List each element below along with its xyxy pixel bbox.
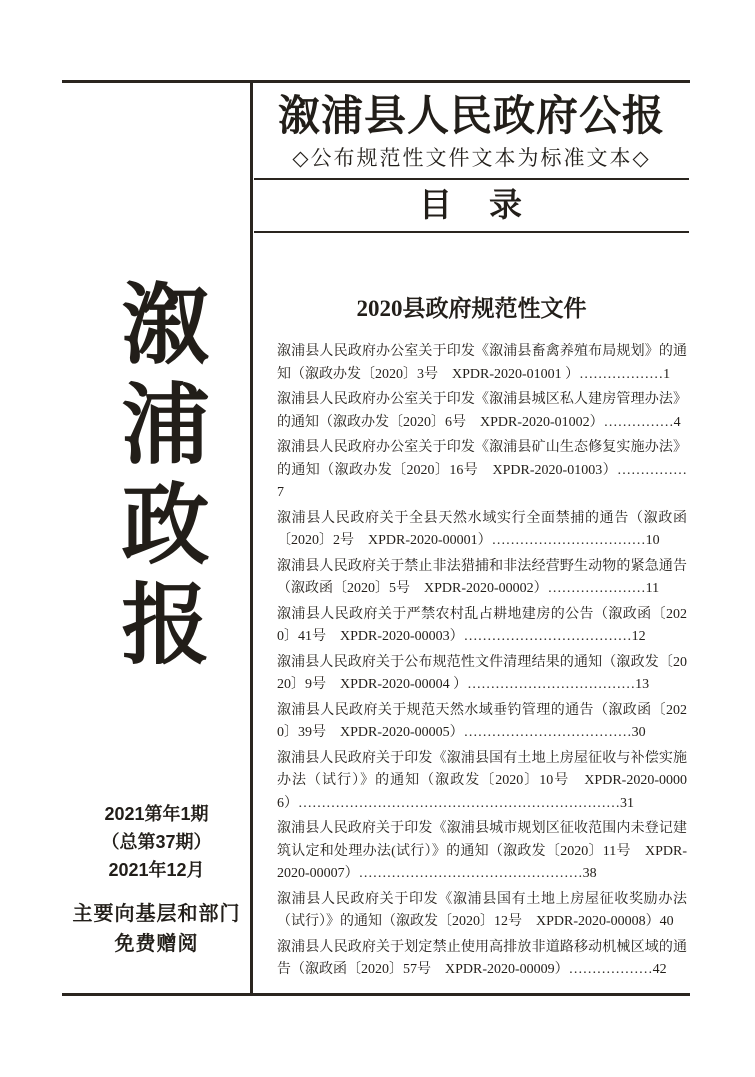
masthead-vertical-title: 溆浦政报 (108, 278, 206, 678)
toc-entry (277, 389, 687, 434)
toc-entry-dot-leader: …………… (603, 414, 674, 430)
sidebar (62, 278, 251, 698)
toc-entry-text: 溆浦县人民政府关于规范天然水域垂钓管理的通告（溆政函〔2020〕39号 XPDR-2020-00005） (277, 702, 687, 740)
toc-entry (277, 937, 687, 982)
toc-entry (277, 652, 687, 697)
toc-title-rule (254, 231, 689, 233)
toc-entry-page: 1 (663, 366, 671, 382)
toc-entry (277, 556, 687, 601)
toc-entry-dot-leader: …………… (617, 462, 687, 478)
toc-entry-dot-leader: ……………………………… (463, 725, 632, 740)
issue-info (62, 800, 251, 884)
header-rule (254, 178, 689, 180)
toc-entry (277, 604, 687, 649)
toc-entry-page: 7 (277, 485, 284, 500)
toc-entry-page: 30 (631, 725, 646, 740)
top-rule (62, 80, 690, 83)
toc-section-title: 2020县政府规范性文件 (356, 296, 587, 321)
toc-entry-page: 12 (631, 629, 646, 644)
toc-entry-text: 溆浦县人民政府办公室关于印发《溆浦县城区私人建房管理办法》的通知（溆政办发〔2020〕6号 XPDR-2020-01002） (277, 392, 687, 430)
toc-entry-dot-leader: …………………………………………………………… (298, 795, 620, 811)
toc-entry-text: 溆浦县人民政府办公室关于印发《溆浦县畜禽养殖布局规划》的通知（溆政办发〔2020〕3号 XPDR-2020-01001 ） (277, 344, 687, 382)
distribution-note (62, 899, 251, 959)
toc-entry (277, 889, 687, 934)
toc-entry-dot-leader: …………………………… (491, 533, 646, 548)
gazette-subtitle: ◇公布规范性文件文本为标准文本◇ (292, 146, 651, 170)
toc-entry (277, 437, 687, 505)
toc-entry-dot-leader: ……………… (579, 366, 664, 382)
gazette-title: 溆浦县人民政府公报 (277, 92, 665, 139)
toc-entry-text: 溆浦县人民政府关于印发《溆浦县国有土地上房屋征收奖励办法（试行）》的通知（溆政发〔2020〕12号 XPDR-2020-00008） (277, 891, 687, 929)
toc-entry-text: 溆浦县人民政府关于划定禁止使用高排放非道路移动机械区域的通告（溆政函〔2020〕57号 XPDR-2020-00009） (277, 939, 687, 977)
toc-entry-page: 38 (582, 866, 597, 881)
toc-entry-text: 溆浦县人民政府关于全县天然水域实行全面禁捕的通告（溆政函〔2020〕2号 XPDR-2020-00001） (277, 510, 687, 548)
toc-entry-text: 溆浦县人民政府关于印发《溆浦县国有土地上房屋征收与补偿实施办法（试行）》的通知（溆政发〔2020〕10号 XPDR-2020-00006） (277, 750, 687, 811)
toc-entry-page: 10 (645, 533, 660, 548)
toc-entry-page: 31 (620, 795, 634, 811)
toc-entry-dot-leader: ……………………………… (467, 677, 636, 692)
toc-title: 目 录 (419, 188, 524, 224)
issue-number: 2021第年1期 (104, 804, 209, 824)
toc-entry-text: 溆浦县人民政府关于严禁农村乱占耕地建房的公告（溆政函〔2020〕41号 XPDR-2020-00003） (277, 606, 687, 644)
distribution-line-1: 主要向基层和部门 (72, 903, 241, 925)
toc-entry-page: 40 (659, 914, 674, 929)
toc-entry-text: 溆浦县人民政府关于禁止非法猎捕和非法经营野生动物的紧急通告（溆政函〔2020〕5号 XPDR-2020-00002） (277, 558, 687, 596)
toc-entry-page: 4 (673, 414, 681, 430)
toc-entry-page: 42 (652, 962, 667, 977)
toc-entry-text: 溆浦县人民政府关于公布规范性文件清理结果的通知（溆政发〔2020〕9号 XPDR-2020-00004 ） (277, 654, 687, 692)
toc-entry-dot-leader: ………………… (547, 581, 646, 596)
toc-entry (277, 700, 687, 745)
toc-entry-page: 11 (645, 581, 660, 596)
toc-entry (277, 748, 687, 816)
toc-entry (277, 341, 687, 386)
bottom-rule (62, 993, 690, 996)
toc-entry-dot-leader: ……………… (568, 962, 653, 977)
issue-date: 2021年12月 (108, 860, 205, 880)
toc-entry-dot-leader: ………………………………………… (358, 866, 583, 881)
toc-entry (277, 818, 687, 886)
toc-entry-text: 溆浦县人民政府办公室关于印发《溆浦县矿山生态修复实施办法》的通知（溆政办发〔2020〕16号 XPDR-2020-01003） (277, 440, 687, 478)
toc-entry-dot-leader: ……………………………… (463, 629, 632, 644)
toc-entry (277, 508, 687, 553)
toc-entries (277, 341, 687, 985)
issue-total: （总第37期） (101, 832, 212, 852)
distribution-line-2: 免费赠阅 (114, 933, 199, 955)
toc-entry-page: 13 (635, 677, 650, 692)
toc-entry-text: 溆浦县人民政府关于印发《溆浦县城市规划区征收范围内未登记建筑认定和处理办法(试行）》的通知（溆政发〔2020〕11号 XPDR-2020-00007） (277, 821, 687, 881)
